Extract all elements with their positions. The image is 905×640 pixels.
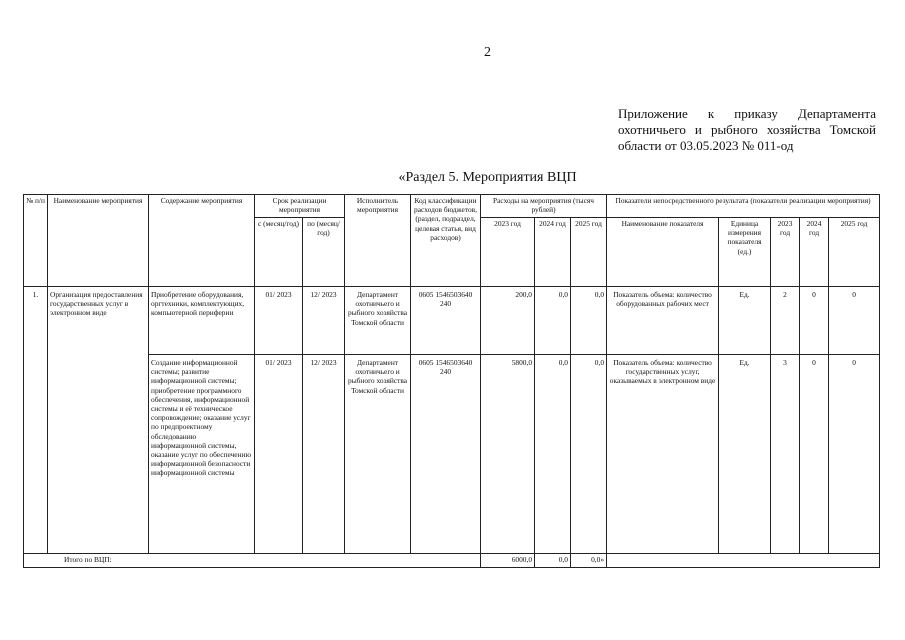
row-ind-unit: Ед. <box>719 287 771 355</box>
row-exp-2023: 5800,0 <box>481 355 535 554</box>
header-ind-2023: 2023 год <box>771 218 800 287</box>
row-ind-2025: 0 <box>829 287 880 355</box>
section-title: «Раздел 5. Мероприятия ВЦП <box>398 170 577 185</box>
header-ind-name: Наименование показателя <box>607 218 719 287</box>
row-code: 0605 1546503640 240 <box>411 287 481 355</box>
header-ind-unit: Единица измерения показателя (ед.) <box>719 218 771 287</box>
row-ind-2024: 0 <box>800 287 829 355</box>
page-number: 2 <box>484 45 491 60</box>
total-label: Итого по ВЦП: <box>24 554 481 568</box>
row-to: 12/ 2023 <box>303 355 345 554</box>
header-num: № п/п <box>24 195 48 287</box>
header-row-1 <box>24 195 880 218</box>
header-executor: Исполнитель мероприятия <box>345 195 411 287</box>
row-exp-2024: 0,0 <box>535 287 571 355</box>
row-from: 01/ 2023 <box>255 287 303 355</box>
total-empty <box>607 554 880 568</box>
header-ind-2024: 2024 год <box>800 218 829 287</box>
row-code: 0605 1546503640 240 <box>411 355 481 554</box>
row-name: Организация предоставления государственных услуг в электронном виде <box>48 287 149 554</box>
row-exp-2025: 0,0 <box>571 355 607 554</box>
table-row <box>24 287 880 355</box>
row-to: 12/ 2023 <box>303 287 345 355</box>
total-row <box>24 554 880 568</box>
header-exp-2025: 2025 год <box>571 218 607 287</box>
row-content: Приобретение оборудования, оргтехники, комплектующих, компьютерной периферии <box>149 287 255 355</box>
header-expenses: Расходы на мероприятия (тысяч рублей) <box>481 195 607 218</box>
row-ind-name: Показатель объема: количество государственных услуг, оказываемых в электронном виде <box>607 355 719 554</box>
row-content: Создание информационной системы; развитие информационной системы; приобретение программного обеспечения, информационной системы и её техническое сопровождение; оказание услуг по предпроектному обследованию информационной системы, оказание услуг по обеспечению информационной безопасности информационной системы <box>149 355 255 554</box>
row-num: 1. <box>24 287 48 554</box>
header-exp-2024: 2024 год <box>535 218 571 287</box>
header-term: Срок реализации мероприятия <box>255 195 345 218</box>
header-code: Код классификации расходов бюджетов, (раздел, подраздел, целевая статья, вид расходов) <box>411 195 481 287</box>
activities-table <box>23 194 880 568</box>
row-ind-2025: 0 <box>829 355 880 554</box>
row-ind-name: Показатель объема: количество оборудованных рабочих мест <box>607 287 719 355</box>
total-exp-2025: 0,0» <box>571 554 607 568</box>
header-exp-2023: 2023 год <box>481 218 535 287</box>
total-exp-2023: 6000,0 <box>481 554 535 568</box>
table-row <box>24 355 880 554</box>
row-exp-2023: 200,0 <box>481 287 535 355</box>
row-ind-unit: Ед. <box>719 355 771 554</box>
header-name: Наименование мероприятия <box>48 195 149 287</box>
row-from: 01/ 2023 <box>255 355 303 554</box>
row-ind-2023: 2 <box>771 287 800 355</box>
row-executor: Департамент охотничьего и рыбного хозяйства Томской области <box>345 355 411 554</box>
header-content: Содержание мероприятия <box>149 195 255 287</box>
header-ind-2025: 2025 год <box>829 218 880 287</box>
header-indicators: Показатели непосредственного результата (показатели реализации мероприятия) <box>607 195 880 218</box>
row-exp-2025: 0,0 <box>571 287 607 355</box>
row-exp-2024: 0,0 <box>535 355 571 554</box>
header-term-from: с (месяц/год) <box>255 218 303 287</box>
header-term-to: по (месяц/год) <box>303 218 345 287</box>
appendix-text: Приложение к приказу Департамента охотничьего и рыбного хозяйства Томской области от 03.05.2023 № 011-од <box>618 106 876 153</box>
total-exp-2024: 0,0 <box>535 554 571 568</box>
row-executor: Департамент охотничьего и рыбного хозяйства Томской области <box>345 287 411 355</box>
row-ind-2023: 3 <box>771 355 800 554</box>
row-ind-2024: 0 <box>800 355 829 554</box>
